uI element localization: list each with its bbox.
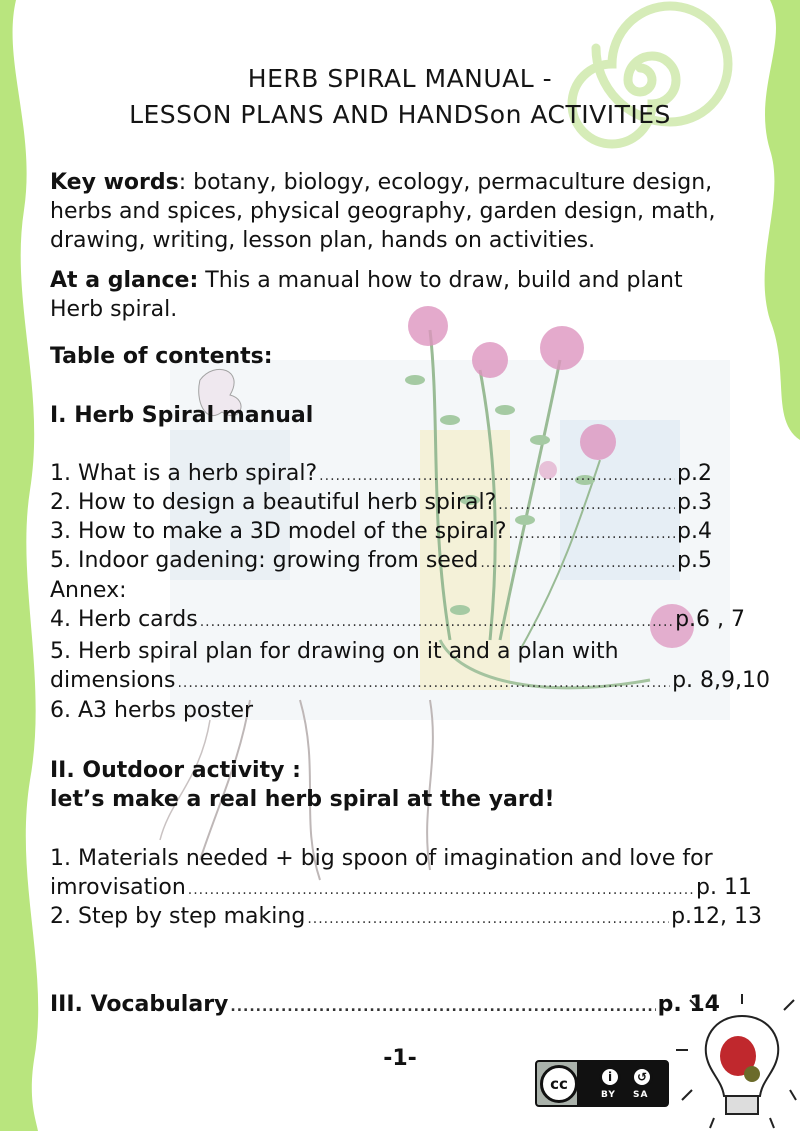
toc-leader [319,462,675,491]
left-green-wave [0,0,38,1131]
toc-leader [509,520,676,549]
toc-item-page: p.4 [677,519,712,544]
section-3-heading: III. Vocabulary [50,992,229,1017]
keywords-line-3: drawing, writing, lesson plan, hands on activities. [50,228,596,253]
toc-leader [230,993,655,1022]
toc-leader [307,905,669,934]
toc-item [50,666,770,698]
toc-item-label: 1. What is a herb spiral? [50,461,318,486]
toc-item [50,517,712,549]
toc-item-page: p. 11 [696,875,752,900]
toc-item [50,873,752,905]
toc-leader [200,608,673,637]
annex-label: Annex: [50,578,127,603]
toc-item-poster: 6. A3 herbs poster [50,698,254,723]
cc-badge-dark-panel [577,1062,667,1105]
toc-item-label: dimensions [50,668,176,693]
toc-item-label: 2. Step by step making [50,904,306,929]
toc-item [50,902,762,934]
toc-item-page: p. 8,9,10 [672,668,770,693]
glance-label: At a glance: [50,268,199,293]
share-alike-icon: ↺ [631,1066,653,1088]
by-label: BY [601,1090,616,1100]
toc-leader [188,876,694,905]
toc-item-page: p. 14 [657,992,720,1017]
section-2-heading-line-2: let’s make a real herb spiral at the yard! [50,787,555,812]
toc-item-page: p.5 [677,548,712,573]
cc-icon: cc [540,1065,578,1103]
title-line-2: LESSON PLANS AND HANDSon ACTIVITIES [129,100,671,129]
section-1-heading: I. Herb Spiral manual [50,403,314,428]
section-2-heading-line-1: II. Outdoor activity : [50,758,301,783]
toc-item-label: 3. How to make a 3D model of the spiral? [50,519,507,544]
glance-line-1 [50,266,683,295]
toc-leader [480,549,675,578]
toc-leader [177,669,670,698]
toc-item-label: imrovisation [50,875,186,900]
attribution-icon: i [599,1066,621,1088]
toc-item-label: 4. Herb cards [50,607,198,632]
toc-item [50,488,712,520]
toc-item-page: p.6 , 7 [675,607,745,632]
keywords-text-1: : botany, biology, ecology, permaculture design, [178,170,713,195]
toc-item [50,546,712,578]
sa-label: SA [633,1090,649,1100]
toc-item [50,605,745,637]
toc-item-label: 2. How to design a beautiful herb spiral? [50,490,497,515]
glance-text-1: This a manual how to draw, build and plant [198,268,683,293]
toc-item [50,459,712,491]
keywords-line-1 [50,168,712,197]
glance-line-2: Herb spiral. [50,297,178,322]
toc-item-label: 5. Indoor gadening: growing from seed [50,548,479,573]
toc-item-vocabulary [50,990,720,1022]
toc-item-wrap-line: 1. Materials needed + big spoon of imagination and love for [50,846,713,871]
toc-item-page: p.3 [677,490,712,515]
page-number: -1- [383,1046,417,1071]
keywords-line-2: herbs and spices, physical geography, garden design, math, [50,199,716,224]
cc-license-badge [535,1060,669,1107]
toc-leader [498,491,675,520]
toc-heading: Table of contents: [50,344,273,369]
toc-item-wrap-line: 5. Herb spiral plan for drawing on it and a plan with [50,639,619,664]
title-line-1: HERB SPIRAL MANUAL - [247,64,553,93]
toc-item-page: p.12, 13 [671,904,762,929]
keywords-label: Key words [50,170,179,195]
toc-item-page: p.2 [677,461,712,486]
